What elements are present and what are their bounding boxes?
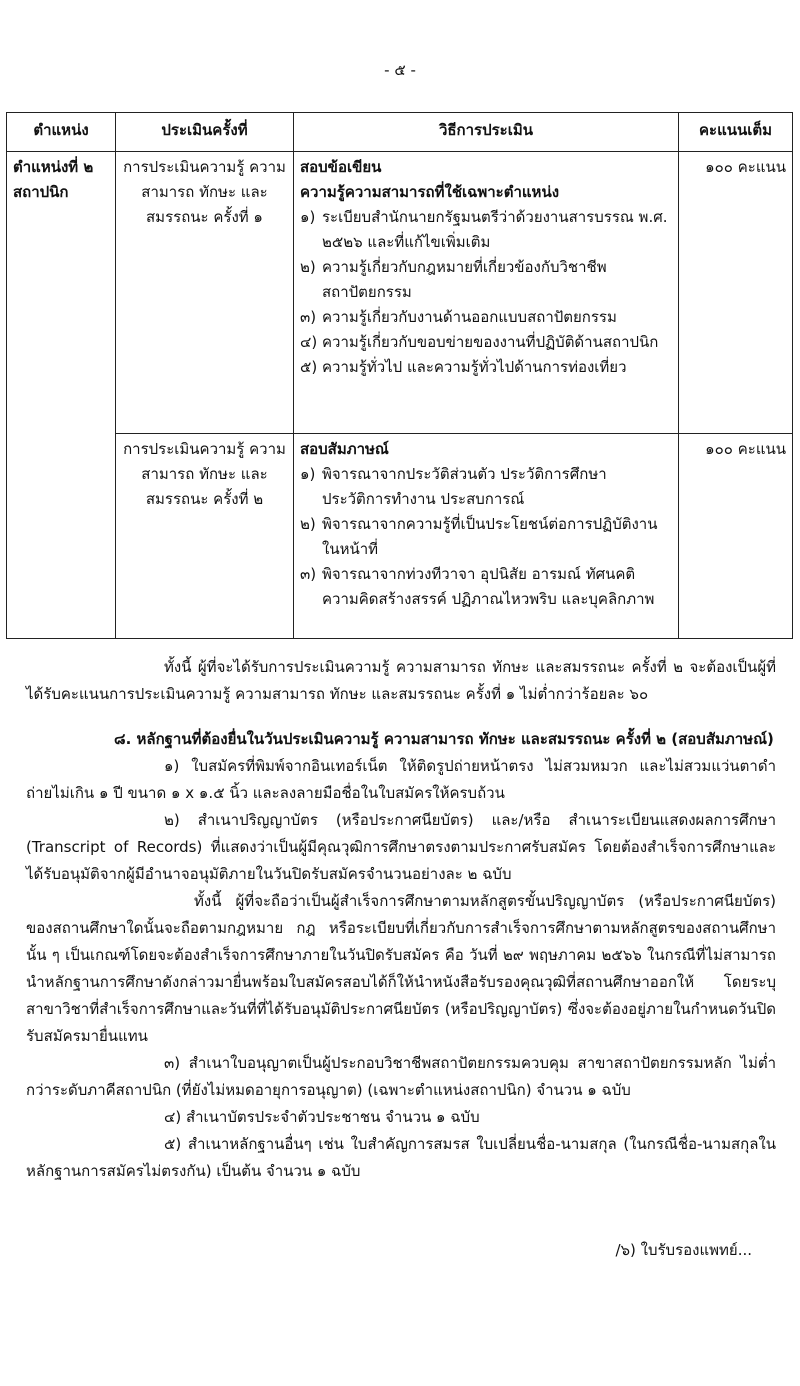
list-item: ๕) ความรู้ทั่วไป และความรู้ทั่วไปด้านการท่องเที่ยว: [300, 358, 627, 376]
header-score: คะแนนเต็ม: [679, 113, 793, 152]
header-position: ตำแหน่ง: [7, 113, 116, 152]
round-cell: การประเมินความรู้ ความสามารถ ทักษะ และสมรรถนะ ครั้งที่ ๑: [116, 152, 294, 434]
method-title: สอบข้อเขียน: [300, 158, 382, 176]
header-round: ประเมินครั้งที่: [116, 113, 294, 152]
method-cell: [294, 434, 679, 639]
list-item: ๔) ความรู้เกี่ยวกับขอบข่ายของงานที่ปฏิบัติด้านสถาปนิก: [300, 333, 659, 351]
score-cell: ๑๐๐ คะแนน: [679, 152, 793, 434]
list-item: ๓) ความรู้เกี่ยวกับงานด้านออกแบบสถาปัตยกรรม: [300, 308, 617, 326]
note-paragraph: ทั้งนี้ ผู้ที่จะได้รับการประเมินความรู้ ความสามารถ ทักษะ และสมรรถนะ ครั้งที่ ๒ จะต้องเป็นผู้ที่ได้รับคะแนนการประเมินความรู้ ความสามารถ ทักษะ และสมรรถนะ ครั้งที่ ๑ ไม่ต่ำกว่าร้อยละ ๖๐: [26, 658, 776, 703]
section-8-item-2: ๒) สำเนาปริญญาบัตร (หรือประกาศนียบัตร) และ/หรือ สำเนาระเบียนแสดงผลการศึกษา (Transcript of Records) ที่แสดงว่าเป็นผู้มีคุณวุฒิการศึกษาตรงตามประกาศรับสมัคร โดยต้องสำเร็จการศึกษาและได้รับอนุมัติจากผู้มีอำนาจอนุมัติภายในวันปิดรับสมัครจำนวนอย่างละ ๒ ฉบับ: [26, 811, 776, 883]
method-subtitle: ความรู้ความสามารถที่ใช้เฉพาะตำแหน่ง: [300, 183, 560, 201]
table-row: [7, 434, 793, 639]
method-cell: [294, 152, 679, 434]
table-header-row: [7, 113, 793, 152]
section-8-item-3: ๓) สำเนาใบอนุญาตเป็นผู้ประกอบวิชาชีพสถาปัตยกรรมควบคุม สาขาสถาปัตยกรรมหลัก ไม่ต่ำกว่าระดับภาคีสถาปนิก (ที่ยังไม่หมดอายุการอนุญาต) (เฉพาะตำแหน่งสถาปนิก) จำนวน ๑ ฉบับ: [26, 1054, 776, 1099]
position-cell: ตำแหน่งที่ ๒ สถาปนิก: [7, 152, 116, 639]
list-item: ๓) พิจารณาจากท่วงทีวาจา อุปนิสัย อารมณ์ ทัศนคติ ความคิดสร้างสรรค์ ปฏิภาณไหวพริบ และบุคลิกภาพ: [300, 565, 655, 608]
note-paragraph-block: [26, 654, 776, 708]
header-method: วิธีการประเมิน: [294, 113, 679, 152]
section-8-heading: ๘. หลักฐานที่ต้องยื่นในวันประเมินความรู้ ความสามารถ ทักษะ และสมรรถนะ ครั้งที่ ๒ (สอบสัมภาษณ์): [114, 730, 774, 748]
score-cell: ๑๐๐ คะแนน: [679, 434, 793, 639]
list-item: ๒) ความรู้เกี่ยวกับกฎหมายที่เกี่ยวข้องกับวิชาชีพสถาปัตยกรรม: [300, 258, 607, 301]
list-item: ๑) พิจารณาจากประวัติส่วนตัว ประวัติการศึกษา ประวัติการทำงาน ประสบการณ์: [300, 465, 607, 508]
section-8-item-2-note: ทั้งนี้ ผู้ที่จะถือว่าเป็นผู้สำเร็จการศึกษาตามหลักสูตรขั้นปริญญาบัตร (หรือประกาศนียบัตร) ของสถานศึกษาใดนั้นจะถือตามกฎหมาย กฎ หรือระเบียบที่เกี่ยวกับการสำเร็จการศึกษาตามหลักสูตรของสถานศึกษานั้น ๆ เป็นเกณฑ์โดยจะต้องสำเร็จการศึกษาภายในวันปิดรับสมัคร คือ วันที่ ๒๙ พฤษภาคม ๒๕๖๖ ในกรณีที่ไม่สามารถนำหลักฐานการศึกษาดังกล่าวมายื่นพร้อมใบสมัครสอบได้ก็ให้นำหนังสือรับรองคุณวุฒิที่สถานศึกษาออกให้ โดยระบุสาขาวิชาที่สำเร็จการศึกษาและวันที่ที่ได้รับอนุมัติประกาศนียบัตร (หรือปริญญาบัตร) ซึ่งจะต้องอยู่ภายในกำหนดวันปิดรับสมัครมายื่นแทน: [26, 892, 776, 1045]
table-row: [7, 152, 793, 434]
section-8-item-1: ๑) ใบสมัครที่พิมพ์จากอินเทอร์เน็ต ให้ติดรูปถ่ายหน้าตรง ไม่สวมหมวก และไม่สวมแว่นตาดำ ถ่ายไม่เกิน ๑ ปี ขนาด ๑ x ๑.๕ นิ้ว และลงลายมือชื่อในใบสมัครให้ครบถ้วน: [26, 757, 776, 802]
method-title: สอบสัมภาษณ์: [300, 440, 389, 458]
evaluation-table: [6, 112, 793, 639]
section-8-item-5: ๕) สำเนาหลักฐานอื่นๆ เช่น ใบสำคัญการสมรส ใบเปลี่ยนชื่อ-นามสกุล (ในกรณีชื่อ-นามสกุลในหลักฐานการสมัครไม่ตรงกัน) เป็นต้น จำนวน ๑ ฉบับ: [26, 1135, 776, 1180]
section-8-item-4: ๔) สำเนาบัตรประจำตัวประชาชน จำนวน ๑ ฉบับ: [164, 1108, 480, 1126]
list-item: ๒) พิจารณาจากความรู้ที่เป็นประโยชน์ต่อการปฏิบัติงานในหน้าที่: [300, 515, 658, 558]
list-item: ๑) ระเบียบสำนักนายกรัฐมนตรีว่าด้วยงานสารบรรณ พ.ศ. ๒๕๒๖ และที่แก้ไขเพิ่มเติม: [300, 208, 668, 251]
continuation-note: /๖) ใบรับรองแพทย์...: [615, 1241, 752, 1259]
page-number: - ๕ -: [384, 61, 416, 79]
round-cell: การประเมินความรู้ ความสามารถ ทักษะ และสมรรถนะ ครั้งที่ ๒: [116, 434, 294, 639]
section-8: [26, 726, 776, 1185]
